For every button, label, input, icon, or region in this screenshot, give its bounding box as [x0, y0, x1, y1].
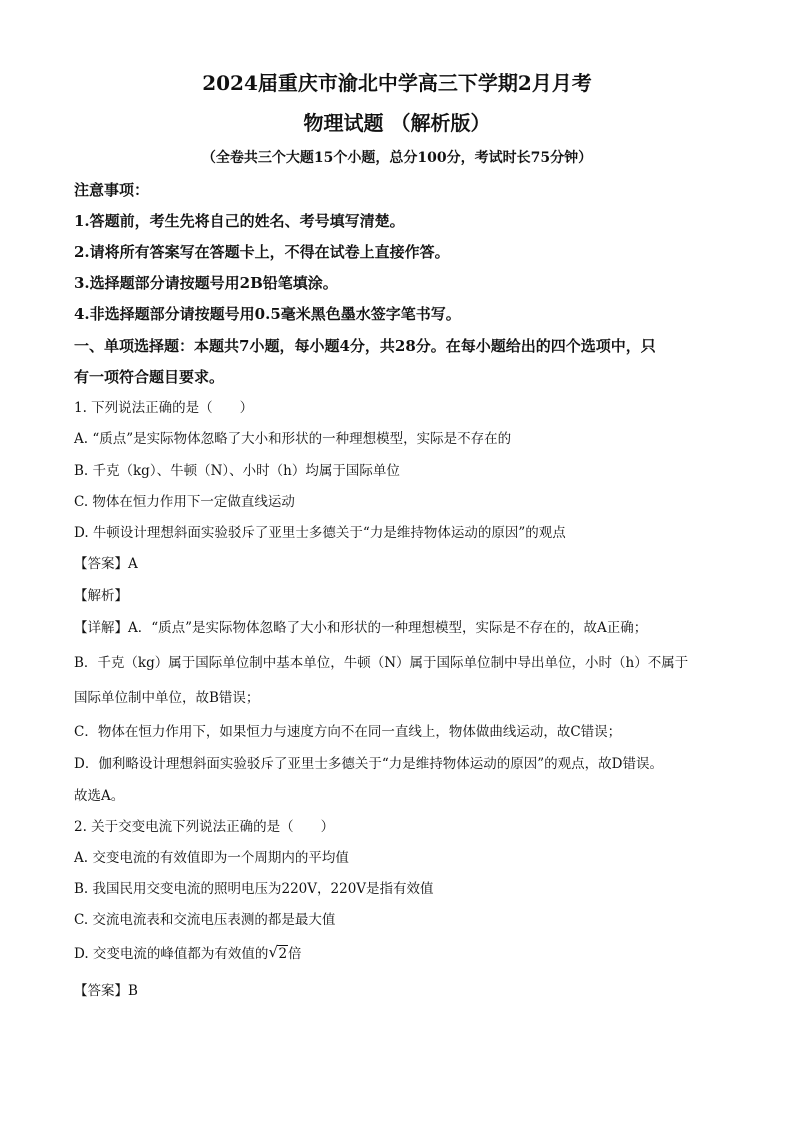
q1-detail-line3: 国际单位制中单位，故B错误； [74, 690, 260, 706]
q1-stem: 1. 下列说法正确的是（ ） [74, 400, 254, 416]
note-item-4: 4.非选择题部分请按题号用0.5毫米黑色墨水签字笔书写。 [74, 305, 461, 323]
q2-option-c: C. 交流电流表和交流电压表测的都是最大值 [74, 912, 336, 928]
q1-option-b: B. 千克（kg）、牛顿（N）、小时（h）均属于国际单位 [74, 463, 400, 479]
section1-heading-line2: 有一项符合题目要求。 [74, 368, 225, 386]
exam-info: （全卷共三个大题15个小题，总分100分，考试时长75分钟） [201, 150, 593, 166]
q1-answer: 【答案】A [74, 556, 138, 572]
sqrt-symbol: √ 2 [268, 943, 288, 962]
q1-detail-line4: C．物体在恒力作用下，如果恒力与速度方向不在同一直线上，物体做曲线运动，故C错误； [74, 724, 622, 740]
q1-detail-line2: B．千克（kg）属于国际单位制中基本单位，牛顿（N）属于国际单位制中导出单位，小时（h）不属于 [74, 655, 689, 671]
document-title: 2024届重庆市渝北中学高三下学期2月月考 [202, 71, 592, 95]
q2-answer: 【答案】B [74, 983, 138, 999]
q1-detail-line5: D．伽利略设计理想斜面实验驳斥了亚里士多德关于“力是维持物体运动的原因”的观点，故D错误。 [74, 756, 663, 772]
q2-stem: 2. 关于交变电流下列说法正确的是（ ） [74, 819, 335, 835]
document-subtitle: 物理试题 （解析版） [303, 111, 491, 135]
note-item-2: 2.请将所有答案写在答题卡上，不得在试卷上直接作答。 [74, 243, 450, 261]
q2-option-a: A. 交变电流的有效值即为一个周期内的平均值 [74, 850, 349, 866]
note-item-1: 1.答题前，考生先将自己的姓名、考号填写清楚。 [74, 212, 405, 230]
sqrt-radicand: 2 [278, 946, 288, 962]
notes-heading: 注意事项： [74, 181, 150, 199]
note-item-3: 3.选择题部分请按题号用2B铅笔填涂。 [74, 274, 338, 292]
q1-option-d: D. 牛顿设计理想斜面实验驳斥了亚里士多德关于“力是维持物体运动的原因”的观点 [74, 525, 566, 541]
q2-option-b: B. 我国民用交变电流的照明电压为220V，220V是指有效值 [74, 881, 434, 897]
q1-option-a: A. “质点”是实际物体忽略了大小和形状的一种理想模型，实际是不存在的 [74, 431, 512, 447]
q1-detail-line6: 故选A。 [74, 788, 125, 804]
q2-option-d-prefix: D. 交变电流的峰值都为有效值的 [74, 946, 269, 962]
section1-heading-line1: 一、单项选择题：本题共7小题，每小题4分，共28分。在每小题给出的四个选项中，只 [74, 337, 656, 355]
q1-option-c: C. 物体在恒力作用下一定做直线运动 [74, 494, 295, 510]
q1-analysis-label: 【解析】 [74, 588, 128, 604]
q2-option-d-suffix: 倍 [288, 946, 302, 962]
q1-detail-line1: 【详解】A．“质点”是实际物体忽略了大小和形状的一种理想模型，实际是不存在的，故A正确； [74, 620, 648, 636]
q2-option-d [74, 943, 302, 962]
